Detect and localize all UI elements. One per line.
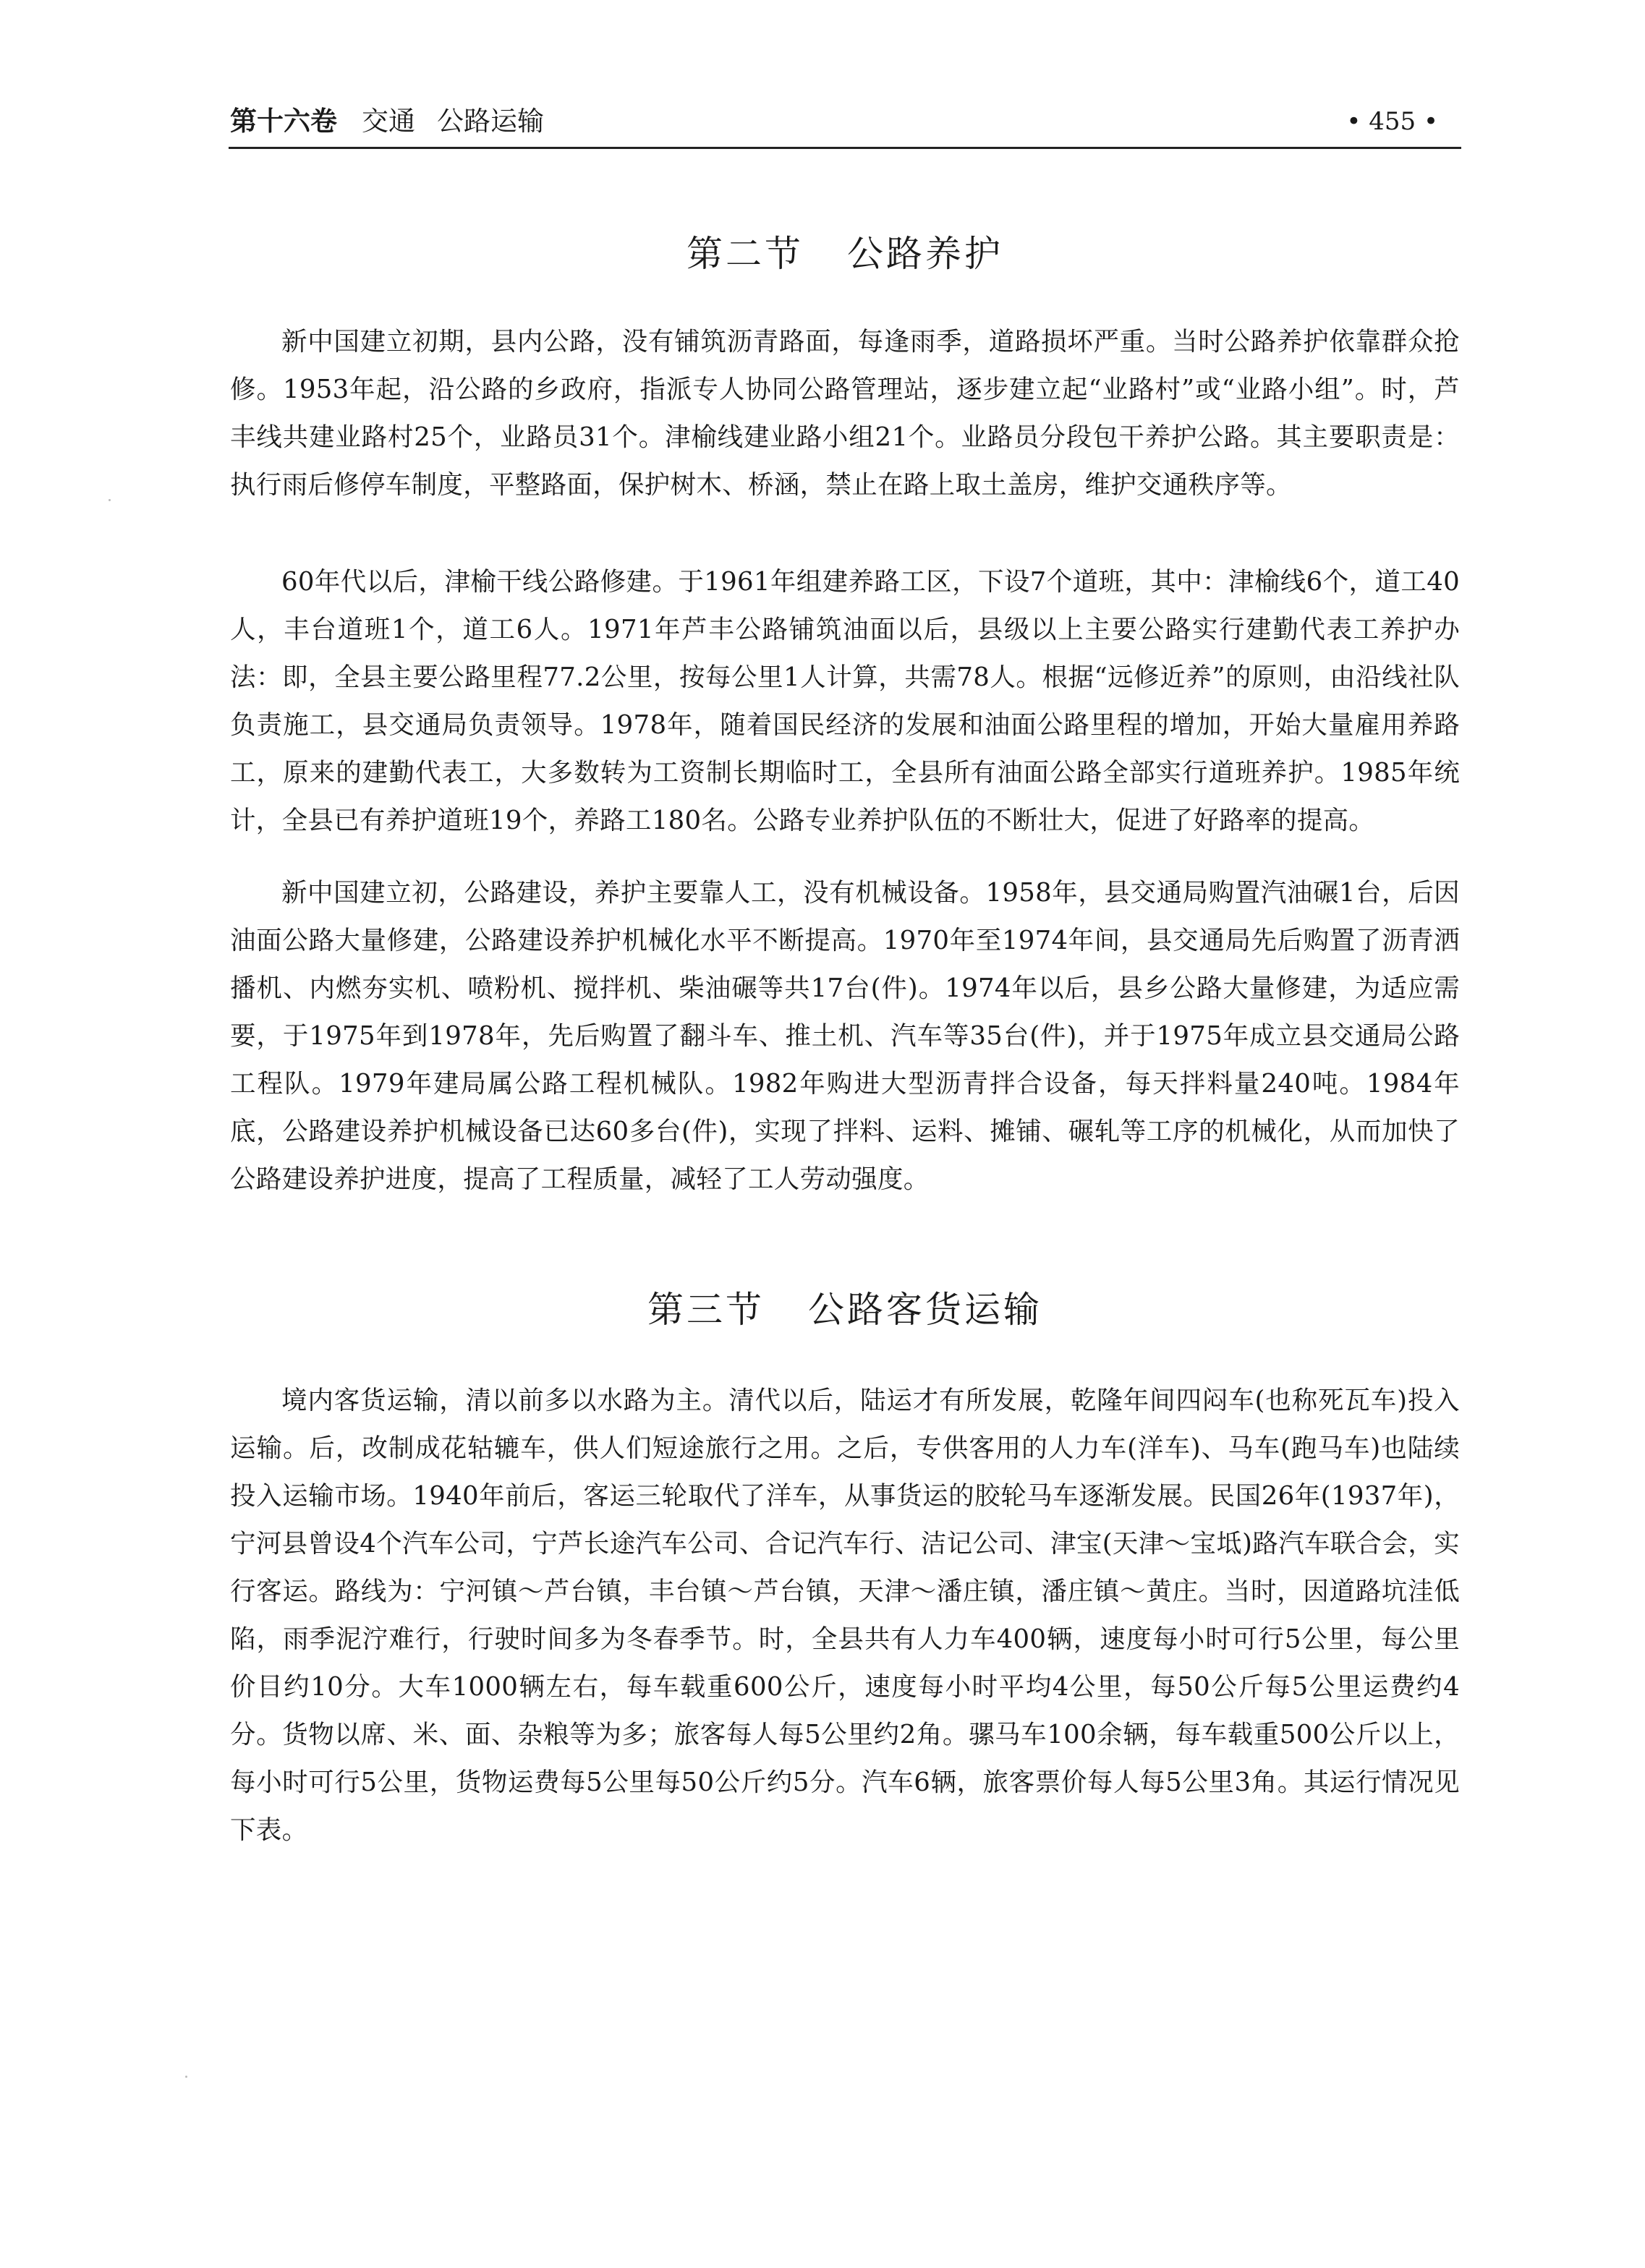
paragraph: 境内客货运输，清以前多以水路为主。清代以后，陆运才有所发展，乾隆年间四闷车(也称死瓦车)投入运输。后，改制成花轱辘车，供人们短途旅行之用。之后，专供客用的人力车(洋车)、马车(跑马车)也陆续投入运输市场。1940年前后，客运三轮取代了洋车，从事货运的胶轮马车逐渐发展。民国26年(1937年)，宁河县曾设4个汽车公司，宁芦长途汽车公司、合记汽车行、洁记公司、津宝(天津～宝坻)路汽车联合会，实行客运。路线为：宁河镇～芦台镇，丰台镇～芦台镇，天津～潘庄镇，潘庄镇～黄庄。当时，因道路坑洼低陷，雨季泥泞难行，行驶时间多为冬春季节。时，全县共有人力车400辆，速度每小时可行5公里，每公里价目约10分。大车1000辆左右，每车载重600公斤，速度每小时平均4公里，每50公斤每5公里运费约4分。货物以席、米、面、杂粮等为多；旅客每人每5公里约2角。骡马车100余辆，每车载重500公斤以上，每小时可行5公里，货物运费每5公里每50公斤约5分。汽车6辆，旅客票价每人每5公里3角。其运行情况见下表。 bbox=[230, 1386, 1460, 1845]
paragraph: 新中国建立初期，县内公路，没有铺筑沥青路面，每逢雨季，道路损坏严重。当时公路养护依靠群众抢修。1953年起，沿公路的乡政府，指派专人协同公路管理站，逐步建立起“业路村”或“业路小组”。时，芦丰线共建业路村25个，业路员31个。津榆线建业路小组21个。业路员分段包干养护公路。其主要职责是：执行雨后修停车制度，平整路面，保护树木、桥涵，禁止在路上取土盖房，维护交通秩序等。 bbox=[230, 327, 1460, 500]
section-title: 公路养护 bbox=[847, 233, 1003, 275]
paragraph: 60年代以后，津榆干线公路修建。于1961年组建养路工区，下设7个道班，其中：津榆线6个，道工40人，丰台道班1个，道工6人。1971年芦丰公路铺筑油面以后，县级以上主要公路实行建勤代表工养护办法：即，全县主要公路里程77.2公里，按每公里1人计算，共需78人。根据“远修近养”的原则，由沿线社队负责施工，县交通局负责领导。1978年，随着国民经济的发展和油面公路里程的增加，开始大量雇用养路工，原来的建勤代表工，大多数转为工资制长期临时工，全县所有油面公路全部实行道班养护。1985年统计，全县已有养护道班19个，养路工180名。公路专业养护队伍的不断壮大，促进了好路率的提高。 bbox=[230, 567, 1460, 835]
running-title bbox=[230, 103, 544, 140]
chapter-label: 公路运输 bbox=[437, 106, 544, 137]
volume-label: 第十六卷 bbox=[230, 106, 337, 137]
paragraph: 新中国建立初，公路建设，养护主要靠人工，没有机械设备。1958年，县交通局购置汽油碾1台，后因油面公路大量修建，公路建设养护机械化水平不断提高。1970年至1974年间，县交通局先后购置了沥青洒播机、内燃夯实机、喷粉机、搅拌机、柴油碾等共17台(件)。1974年以后，县乡公路大量修建，为适应需要，于1975年到1978年，先后购置了翻斗车、推土机、汽车等35台(件)，并于1975年成立县交通局公路工程队。1979年建局属公路工程机械队。1982年购进大型沥青拌合设备，每天拌料量240吨。1984年底，公路建设养护机械设备已达60多台(件)，实现了拌料、运料、摊铺、碾轧等工序的机械化，从而加快了公路建设养护进度，提高了工程质量，减轻了工人劳动强度。 bbox=[230, 878, 1460, 1194]
section-heading-road-maintenance bbox=[230, 229, 1460, 279]
section-number: 第三节 bbox=[647, 1289, 765, 1331]
running-header bbox=[230, 103, 1460, 148]
section-label: 交通 bbox=[362, 106, 415, 137]
page-number: • 455 • bbox=[1346, 107, 1438, 136]
header-rule bbox=[229, 147, 1461, 149]
section-number: 第二节 bbox=[687, 233, 804, 275]
scan-speck bbox=[109, 499, 111, 501]
scan-speck bbox=[185, 2076, 187, 2078]
section-heading-passenger-freight bbox=[230, 1284, 1460, 1335]
section-title: 公路客货运输 bbox=[808, 1289, 1042, 1331]
